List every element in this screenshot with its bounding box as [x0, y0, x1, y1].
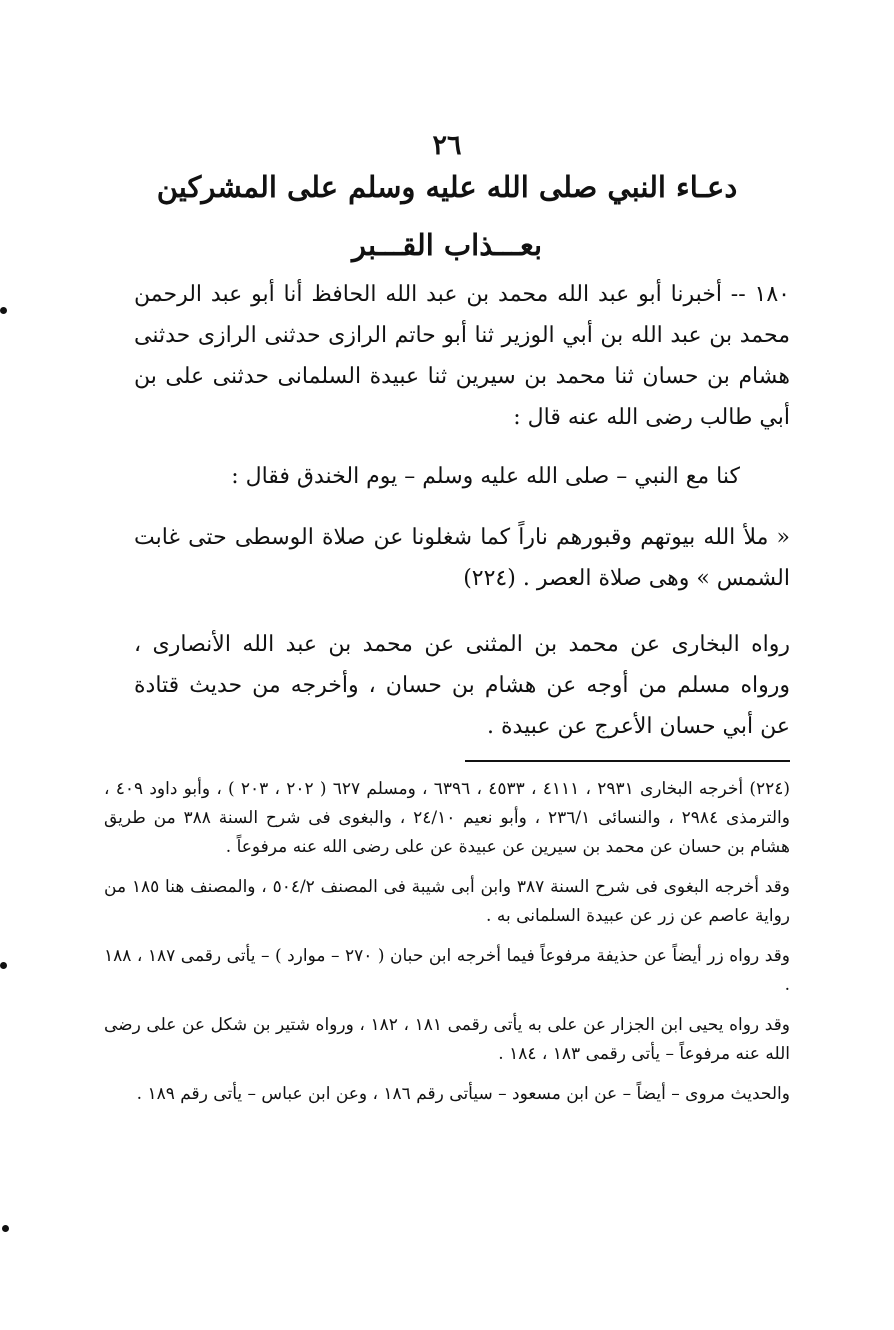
footnotes — [104, 775, 790, 1120]
chapter-title: دعـاء النبي صلى الله عليه وسلم على المشركين — [156, 170, 738, 204]
scan-margin-mark — [0, 962, 7, 969]
hadith-text-paragraph: « ملأ الله بيوتهم وقبورهم ناراً كما شغلونا عن صلاة الوسطى حتى غابت الشمس » وهى صلاة العصر . (٢٢٤) — [134, 525, 790, 591]
hadith-context-line: كنا مع النبي – صلى الله عليه وسلم – يوم الخندق فقال : — [231, 464, 740, 489]
footnote-paragraph: وقد رواه يحيى ابن الجزار عن على به يأتى رقمى ١٨١ ، ١٨٢ ، ورواه شتير بن شكل عن على رضى الله عنه مرفوعاً – يأتى رقمى ١٨٣ ، ١٨٤ . — [104, 1015, 790, 1064]
hadith-isnad-paragraph: ١٨٠ -- أخبرنا أبو عبد الله محمد بن عبد الله الحافظ أنا أبو عبد الرحمن محمد بن عبد الله بن أبي الوزير ثنا أبو حاتم الرازى حدثنى الرازى حدثنى هشام بن حسان ثنا محمد بن سيرين ثنا عبيدة السلمانى حدثنى على بن أبي طالب رضى الله عنه قال : — [134, 282, 790, 430]
page-number: ٢٦ — [432, 130, 462, 161]
chapter-subtitle: بعـــذاب القـــبر — [351, 228, 543, 262]
footnote-paragraph: وقد رواه زر أيضاً عن حذيفة مرفوعاً فيما أخرجه ابن حبان ( ٢٧٠ – موارد ) – يأتى رقمى ١٨٧ ، ١٨٨ . — [104, 946, 791, 995]
scan-margin-mark — [2, 1225, 9, 1232]
takhrij-paragraph: رواه البخارى عن محمد بن المثنى عن محمد بن عبد الله الأنصارى ، ورواه مسلم من أوجه عن هشام بن حسان ، وأخرجه من حديث قتادة عن أبي حسان الأعرج عن عبيدة . — [134, 632, 790, 739]
footnote-paragraph: والحديث مروى – أيضاً – عن ابن مسعود – سيأتى رقم ١٨٦ ، وعن ابن عباس – يأتى رقم ١٨٩ . — [136, 1084, 790, 1104]
footnote-divider — [465, 760, 790, 762]
footnote-paragraph: وقد أخرجه البغوى فى شرح السنة ٣٨٧ وابن أبى شيبة فى المصنف ٥٠٤/٢ ، والمصنف هنا ١٨٥ من رواية عاصم عن زر عن عبيدة السلمانى به . — [104, 877, 790, 926]
main-text — [134, 274, 790, 747]
scan-margin-mark — [0, 307, 7, 314]
footnote-paragraph: (٢٢٤) أخرجه البخارى ٢٩٣١ ، ٤١١١ ، ٤٥٣٣ ، ٦٣٩٦ ، ومسلم ٦٢٧ ( ٢٠٢ ، ٢٠٣ ) ، وأبو داود ٤٠٩ ، والترمذى ٢٩٨٤ ، والنسائى ٢٣٦/١ ، وأبو نعيم ٢٤/١٠ ، والبغوى فى شرح السنة ٣٨٨ من طريق هشام بن حسان عن محمد بن سيرين عن عبيدة عن على رضى الله عنه مرفوعاً . — [104, 779, 791, 857]
